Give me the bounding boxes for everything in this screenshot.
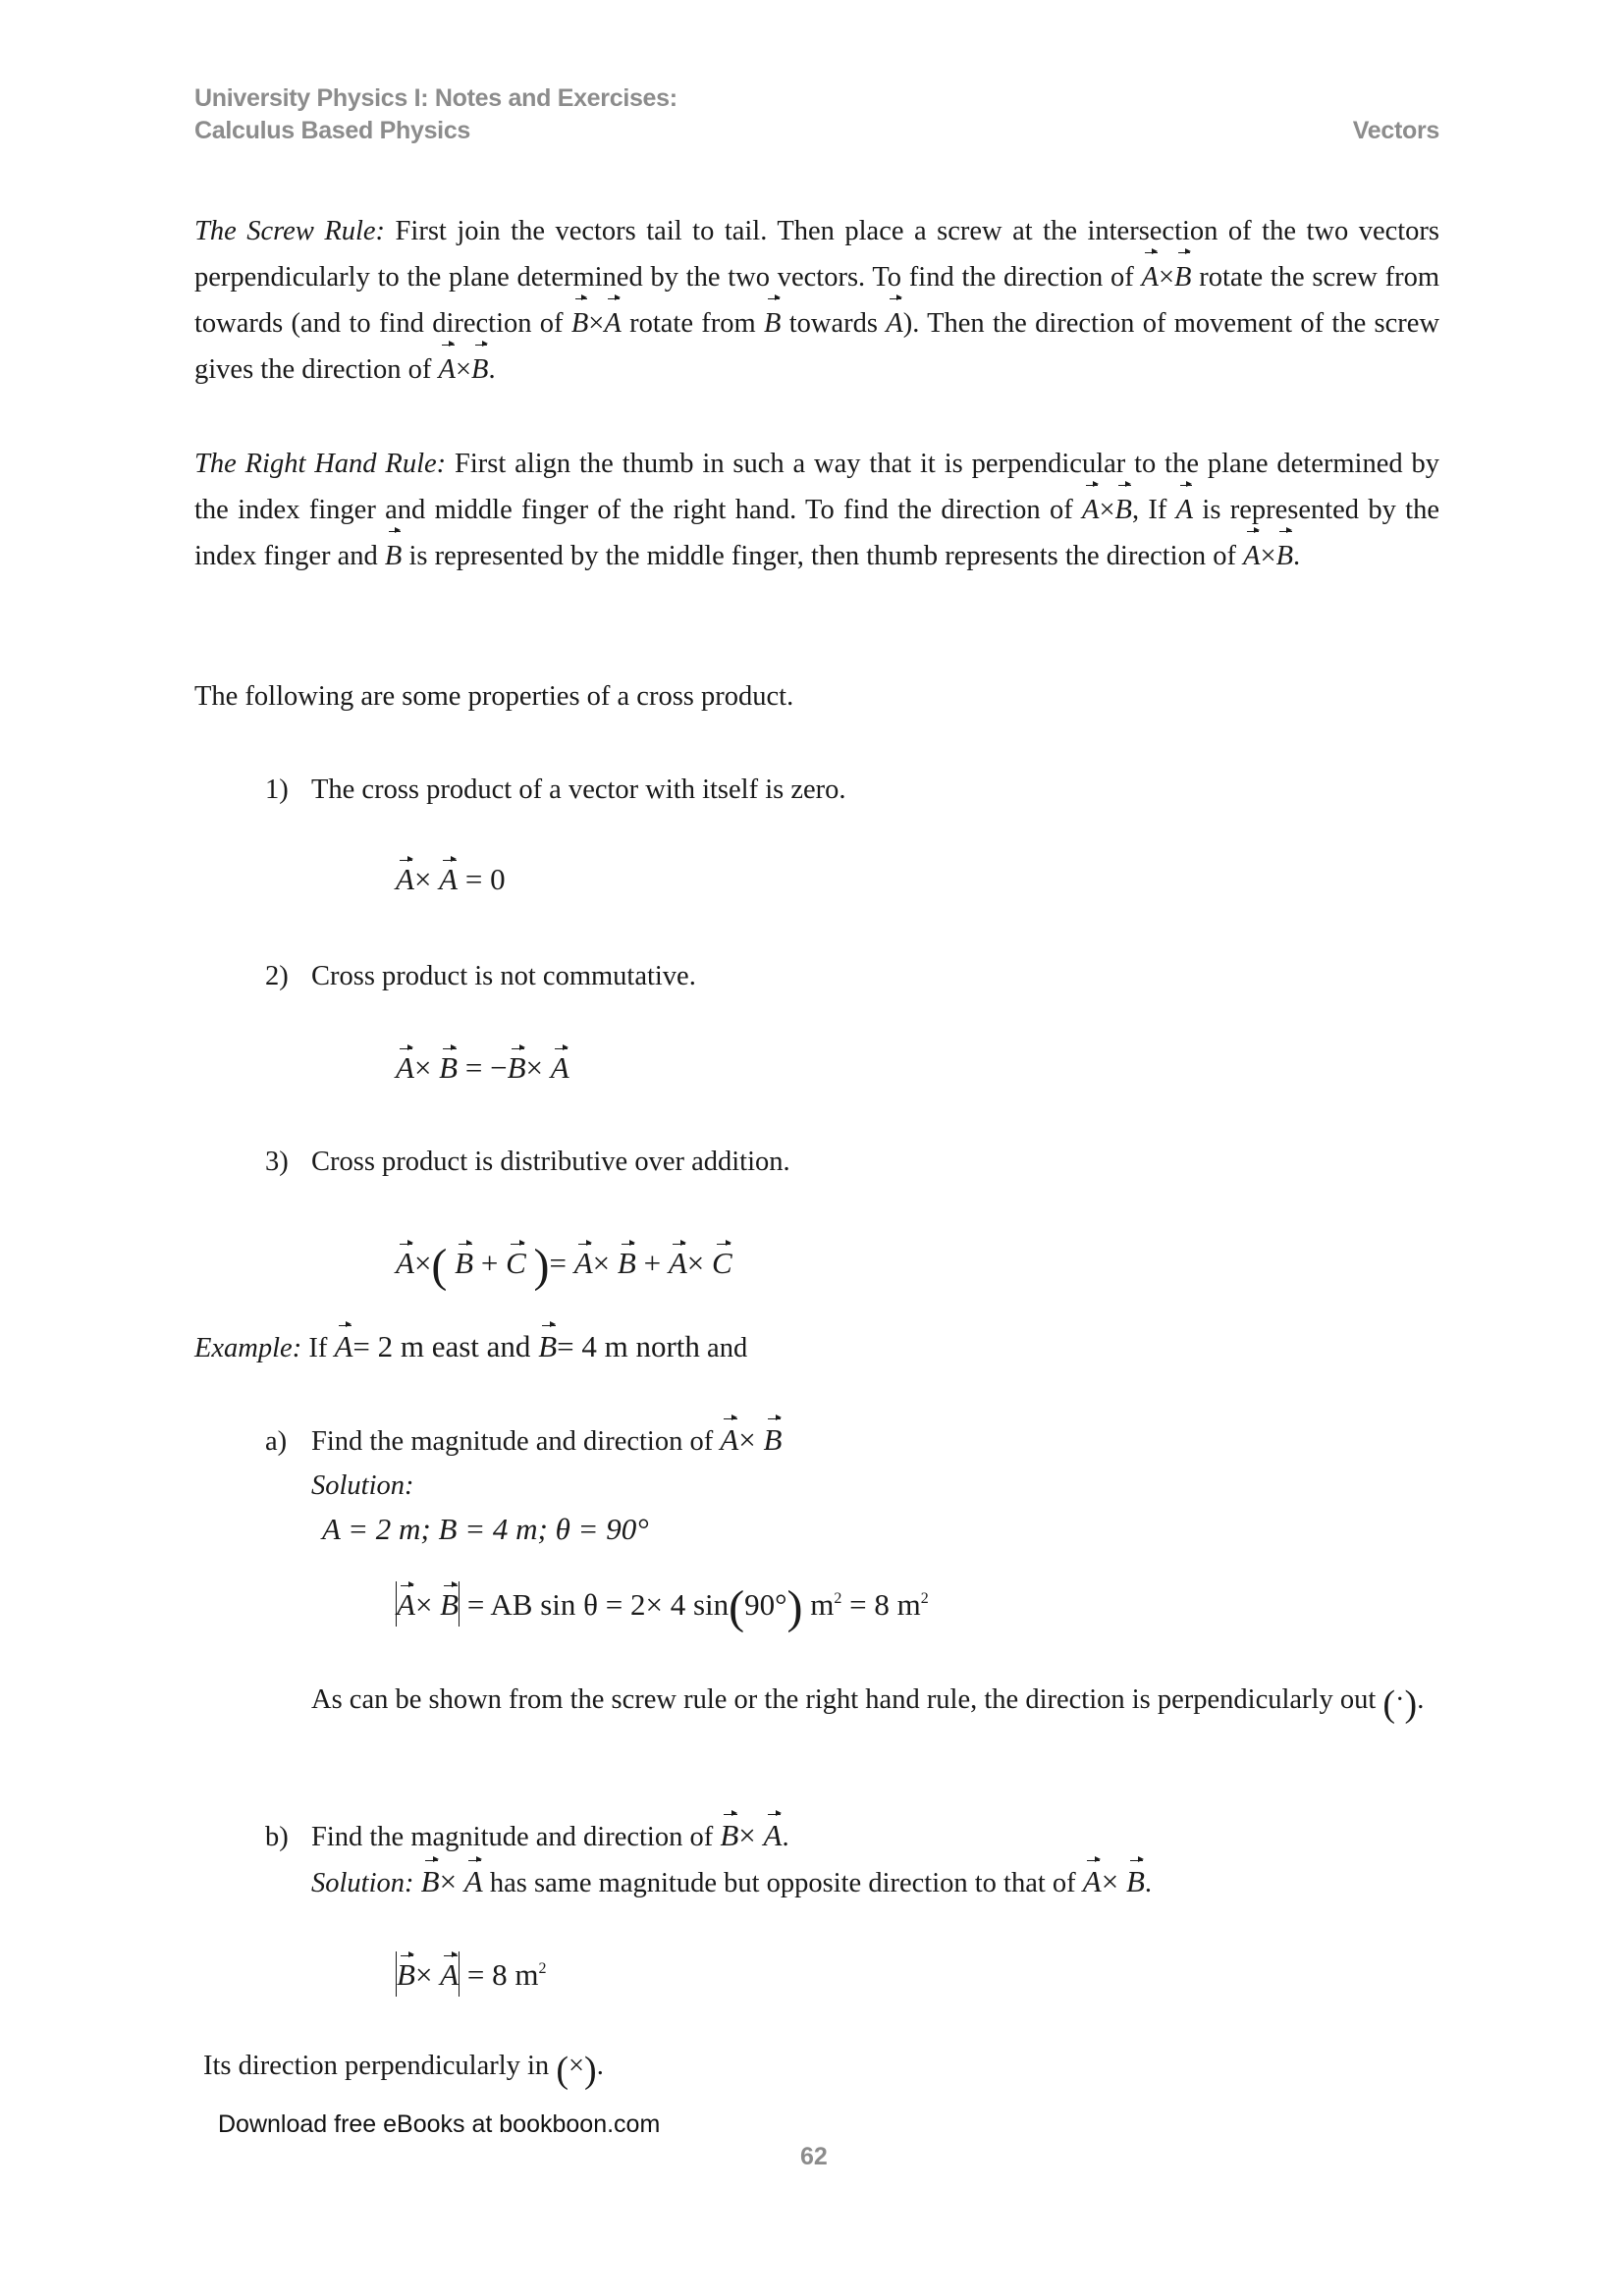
running-header-book-title <box>194 82 677 147</box>
property-2-equation: A× B = −B× A <box>396 1050 569 1085</box>
example-part-a-solution-label: Solution: <box>311 1470 414 1501</box>
page-number: 62 <box>800 2143 828 2170</box>
screw-rule-paragraph: The Screw Rule: First join the vectors tail to tail. Then place a screw at the intersection of the two vectors perpendicularly to the plane determined by the two vectors. To find the direction of A×B rotate the screw from towards (and to find direction of B×A rotate from B towards A). Then the direction of movement of the screw gives the direction of A×B. <box>194 208 1439 393</box>
example-statement: Example: If A= 2 m east and B= 4 m north and <box>194 1327 747 1368</box>
properties-intro: The following are some properties of a cross product. <box>194 681 794 712</box>
right-hand-rule-label: The Right Hand Rule: <box>194 449 447 479</box>
example-part-a-question: a) Find the magnitude and direction of A× B <box>265 1420 782 1462</box>
example-part-b-solution: Solution: B× A has same magnitude but opposite direction to that of A× B. <box>311 1862 1152 1903</box>
book-title-line2: Calculus Based Physics <box>194 117 471 144</box>
property-3-equation: A×( B + C )= A× B + A× C <box>396 1240 732 1292</box>
example-conclusion: Its direction perpendicularly in (×). <box>203 2050 604 2091</box>
property-1: 1) The cross product of a vector with itself is zero. <box>265 774 846 805</box>
property-2: 2) Cross product is not commutative. <box>265 961 696 991</box>
example-part-b-question: b) Find the magnitude and direction of B× A. <box>265 1816 789 1857</box>
property-3: 3) Cross product is distributive over addition. <box>265 1147 790 1177</box>
screw-rule-label: The Screw Rule: <box>194 216 386 246</box>
example-part-a-equation: A× B = AB sin θ = 2× 4 sin(90°) $m^2 = 8$ $m^2$ <box>397 1581 929 1633</box>
example-part-a-explanation: As can be shown from the screw rule or the right hand rule, the direction is perpendicularly out (·). <box>311 1683 1425 1725</box>
example-part-b-equation: B× A = 8 $m^2$ <box>396 1951 546 1997</box>
book-title-line1: University Physics I: Notes and Exercises: <box>194 84 677 112</box>
download-ebooks-link[interactable]: Download free eBooks at bookboon.com <box>218 2110 661 2138</box>
right-hand-rule-paragraph: The Right Hand Rule: First align the thumb in such a way that it is perpendicular to the plane determined by the index finger and middle finger of the right hand. To find the direction of A×B, If A is represented by the index finger and B is represented by the middle finger, then thumb represents the direction of A×B. <box>194 441 1439 579</box>
property-1-equation: A× A = 0 <box>396 862 506 896</box>
example-part-a-givens: A = 2 m; B = 4 m; θ = 90° <box>322 1512 649 1546</box>
running-header-chapter: Vectors <box>1352 117 1439 144</box>
